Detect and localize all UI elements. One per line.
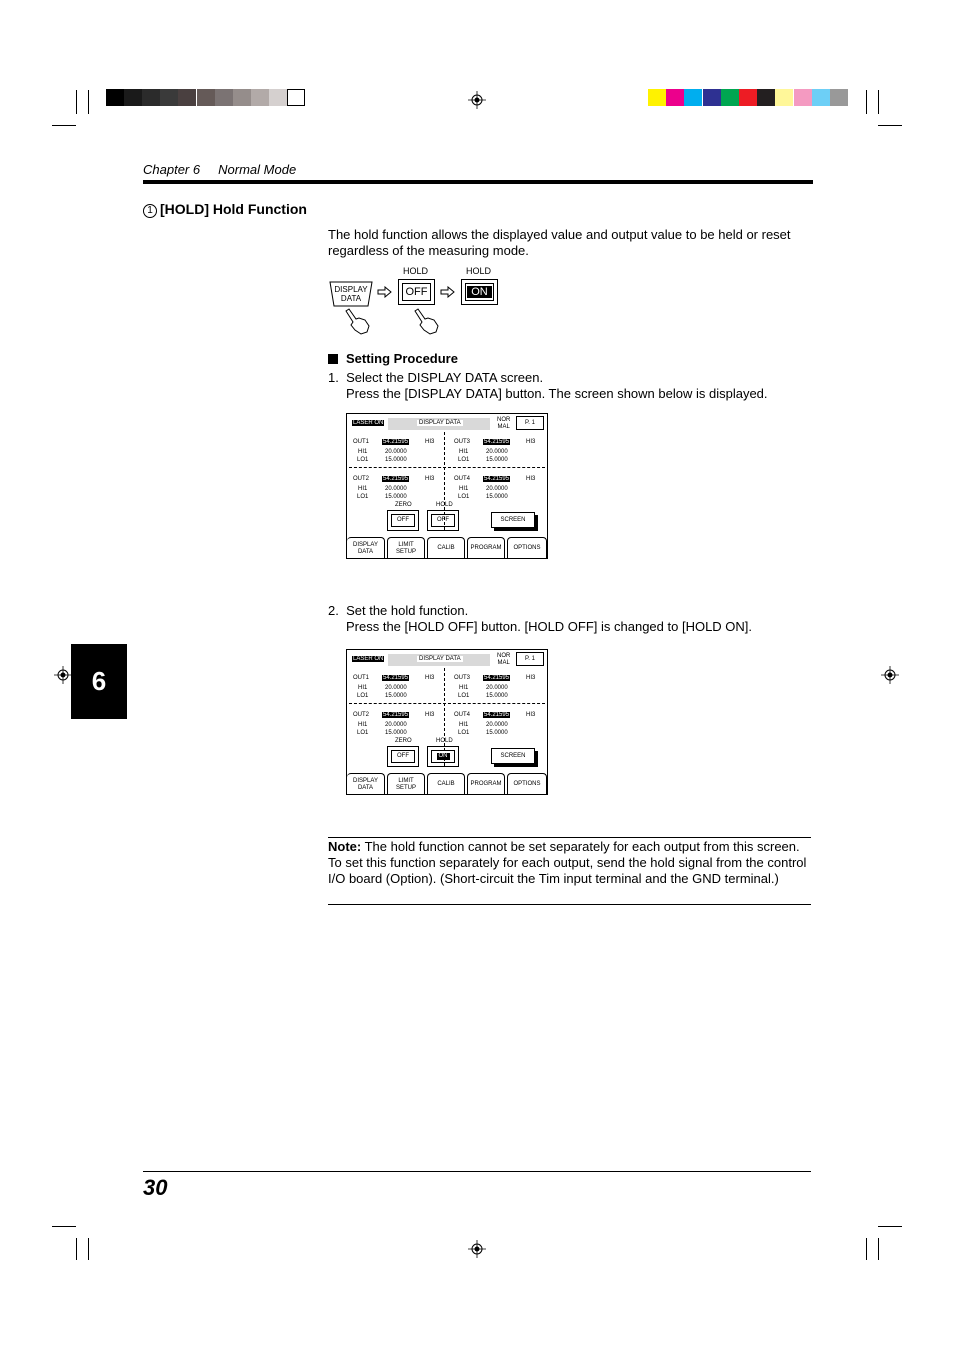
section-number: 1	[143, 204, 157, 218]
hold-state-text: OFF	[437, 517, 449, 523]
out3-judge: HI3	[526, 675, 536, 681]
out3-judge: HI3	[526, 439, 536, 445]
hold-on-text: ON	[467, 286, 492, 298]
out2-judge: HI3	[425, 476, 435, 482]
out2-hi-label: HI1	[358, 722, 368, 728]
out1-lo-value: 15.0000	[385, 693, 407, 699]
laser-status: LASER ON	[353, 656, 384, 662]
page-number: 30	[143, 1175, 168, 1200]
chapter-number: Chapter 6	[143, 162, 201, 177]
page-indicator: P. 1	[516, 416, 544, 430]
tab-calib[interactable]: CALIB	[427, 773, 465, 795]
out2-label: OUT2	[353, 712, 370, 718]
procedure-heading: Setting Procedure	[328, 351, 458, 366]
grayscale-swatch	[178, 89, 196, 106]
hold-label: HOLD	[466, 266, 492, 276]
registration-mark-icon	[468, 91, 486, 109]
out2-lo-label: LO1	[357, 730, 369, 736]
section-title	[143, 201, 307, 218]
grayscale-swatch	[197, 89, 215, 106]
arrow-right-icon	[440, 286, 455, 298]
out2-hi-value: 20.0000	[385, 722, 407, 728]
grayscale-swatch	[124, 89, 142, 106]
out3-hi-value: 20.0000	[486, 685, 508, 691]
grayscale-swatch	[251, 89, 269, 106]
hold-label: HOLD	[436, 502, 453, 508]
out3-lo-label: LO1	[458, 693, 470, 699]
grayscale-swatch	[269, 89, 287, 106]
out1-value: 54.21595	[383, 439, 409, 445]
out4-lo-value: 15.0000	[486, 730, 508, 736]
step-1: 1. Select the DISPLAY DATA screen. Press the [DISPLAY DATA] button. The screen shown below is displayed.	[328, 370, 768, 401]
zero-off-text: OFF	[397, 517, 409, 523]
screen-button[interactable]: SCREEN	[491, 512, 535, 528]
note-top-rule	[328, 837, 811, 838]
hold-off-key	[398, 279, 435, 305]
tab-limit-setup[interactable]: LIMIT SETUP	[387, 537, 425, 559]
display-data-key-label: DISPLAY DATA	[334, 285, 368, 303]
intro-paragraph: The hold function allows the displayed value and output value to be held or reset regardless of the measuring mode.	[328, 227, 791, 258]
out3-hi-label: HI1	[459, 449, 469, 455]
grayscale-swatch	[287, 89, 305, 106]
hold-label: HOLD	[403, 266, 429, 276]
out3-lo-value: 15.0000	[486, 457, 508, 463]
pointing-hand-icon	[343, 308, 371, 336]
out2-lo-label: LO1	[357, 494, 369, 500]
tab-options[interactable]: OPTIONS	[507, 773, 547, 795]
hold-state-text: ON	[438, 753, 448, 759]
color-swatch	[830, 89, 848, 106]
out3-label: OUT3	[454, 675, 471, 681]
tab-program[interactable]: PROGRAM	[467, 773, 505, 795]
out2-label: OUT2	[353, 476, 370, 482]
out2-hi-label: HI1	[358, 486, 368, 492]
arrow-right-icon	[377, 286, 392, 298]
header-rule	[143, 180, 813, 184]
tab-calib[interactable]: CALIB	[427, 537, 465, 559]
out4-lo-label: LO1	[458, 494, 470, 500]
out4-lo-label: LO1	[458, 730, 470, 736]
note-bottom-rule	[328, 904, 811, 905]
hold-off-text: OFF	[405, 286, 428, 298]
footer-rule	[143, 1171, 811, 1172]
zero-off-button[interactable]	[387, 510, 419, 531]
out2-lo-value: 15.0000	[385, 730, 407, 736]
screen-button[interactable]: SCREEN	[491, 748, 535, 764]
color-swatch	[684, 89, 702, 106]
out3-value: 54.21595	[484, 439, 510, 445]
grayscale-swatch	[160, 89, 178, 106]
out4-judge: HI3	[526, 712, 536, 718]
out3-hi-value: 20.0000	[486, 449, 508, 455]
tab-display-data[interactable]: DISPLAY DATA	[347, 773, 385, 795]
hold-toggle-button[interactable]	[427, 510, 459, 531]
out3-hi-label: HI1	[459, 685, 469, 691]
out2-value: 54.21595	[383, 712, 409, 718]
tab-display-data[interactable]: DISPLAY DATA	[347, 537, 385, 559]
color-swatch	[812, 89, 830, 106]
tab-limit-setup[interactable]: LIMIT SETUP	[387, 773, 425, 795]
out4-hi-label: HI1	[459, 486, 469, 492]
quadrant-divider	[349, 467, 545, 468]
color-swatch	[739, 89, 757, 106]
section-title-text: [HOLD] Hold Function	[160, 201, 307, 217]
step-2: 2. Set the hold function. Press the [HOLD OFF] button. [HOLD OFF] is changed to [HOLD ON].	[328, 603, 753, 634]
running-header	[143, 162, 296, 177]
zero-off-text: OFF	[397, 753, 409, 759]
note	[328, 839, 811, 887]
out3-value: 54.21595	[484, 675, 510, 681]
zero-off-button[interactable]	[387, 746, 419, 767]
out4-hi-value: 20.0000	[486, 722, 508, 728]
pointing-hand-icon	[412, 308, 440, 336]
grayscale-swatch	[142, 89, 160, 106]
zero-label: ZERO	[395, 738, 412, 744]
out1-label: OUT1	[353, 439, 370, 445]
out4-value: 54.21595	[484, 712, 510, 718]
grayscale-swatch	[215, 89, 233, 106]
out4-value: 54.21595	[484, 476, 510, 482]
out2-judge: HI3	[425, 712, 435, 718]
out1-hi-label: HI1	[358, 449, 368, 455]
tab-program[interactable]: PROGRAM	[467, 537, 505, 559]
out2-lo-value: 15.0000	[385, 494, 407, 500]
hold-toggle-button[interactable]	[427, 746, 459, 767]
chapter-title: Normal Mode	[218, 162, 297, 177]
hold-on-key	[461, 279, 498, 305]
out1-judge: HI3	[425, 439, 435, 445]
out1-lo-value: 15.0000	[385, 457, 407, 463]
mode-indicator: NOR MAL	[497, 653, 511, 666]
page-indicator: P. 1	[516, 652, 544, 666]
screen-title: DISPLAY DATA	[419, 656, 461, 662]
out1-label: OUT1	[353, 675, 370, 681]
quadrant-divider	[349, 703, 545, 704]
out3-lo-label: LO1	[458, 457, 470, 463]
out1-lo-label: LO1	[357, 693, 369, 699]
out3-label: OUT3	[454, 439, 471, 445]
out1-hi-value: 20.0000	[385, 449, 407, 455]
out1-hi-label: HI1	[358, 685, 368, 691]
zero-label: ZERO	[395, 502, 412, 508]
color-swatch	[757, 89, 775, 106]
out4-label: OUT4	[454, 476, 471, 482]
hold-label: HOLD	[436, 738, 453, 744]
color-swatch	[794, 89, 812, 106]
out4-hi-value: 20.0000	[486, 486, 508, 492]
out1-value: 54.21595	[383, 675, 409, 681]
out1-judge: HI3	[425, 675, 435, 681]
out2-hi-value: 20.0000	[385, 486, 407, 492]
note-text: The hold function cannot be set separately for each output from this screen. To set this function separately for each output, send the hold signal from the control I/O board (Option). (Short-circuit the Tim input terminal and the GND terminal.)	[328, 839, 807, 886]
grayscale-swatch	[106, 89, 124, 106]
grayscale-swatch	[233, 89, 251, 106]
display-data-screen-hold-on	[346, 649, 548, 795]
out1-lo-label: LO1	[357, 457, 369, 463]
display-data-screen-hold-off	[346, 413, 548, 559]
color-swatch	[666, 89, 684, 106]
out2-value: 54.21595	[383, 476, 409, 482]
square-bullet-icon	[328, 354, 338, 364]
registration-mark-icon	[881, 666, 899, 684]
mode-indicator: NOR MAL	[497, 417, 511, 430]
registration-mark-icon	[468, 1240, 486, 1258]
note-label: Note:	[328, 839, 362, 854]
chapter-tab: 6	[71, 644, 127, 719]
screen-title: DISPLAY DATA	[419, 420, 461, 426]
out1-hi-value: 20.0000	[385, 685, 407, 691]
color-swatch	[775, 89, 793, 106]
out3-lo-value: 15.0000	[486, 693, 508, 699]
out4-judge: HI3	[526, 476, 536, 482]
laser-status: LASER ON	[353, 420, 384, 426]
color-swatch	[703, 89, 721, 106]
tab-options[interactable]: OPTIONS	[507, 537, 547, 559]
out4-hi-label: HI1	[459, 722, 469, 728]
out4-lo-value: 15.0000	[486, 494, 508, 500]
color-swatch	[721, 89, 739, 106]
color-swatch	[648, 89, 666, 106]
registration-mark-icon	[54, 666, 72, 684]
out4-label: OUT4	[454, 712, 471, 718]
